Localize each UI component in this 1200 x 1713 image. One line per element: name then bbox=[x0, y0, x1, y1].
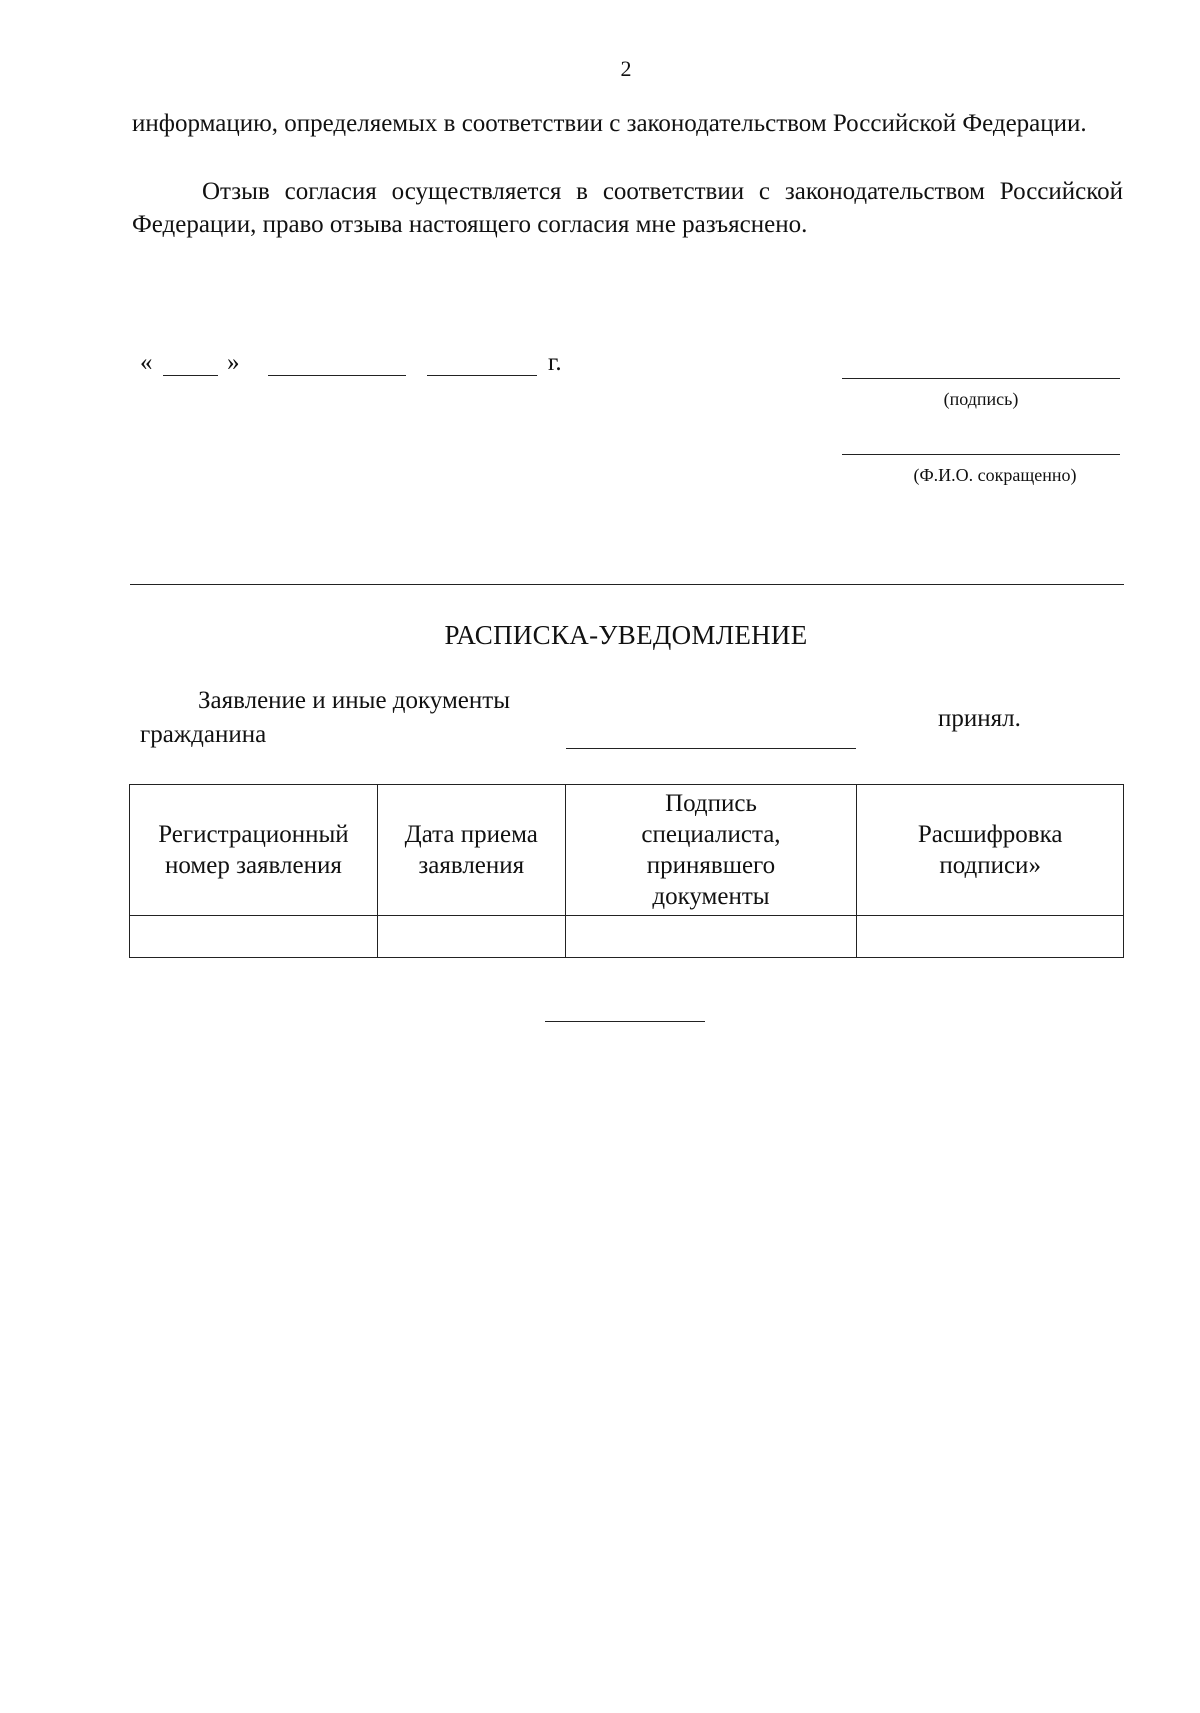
date-year-suffix: г. bbox=[548, 349, 562, 376]
name-blank bbox=[842, 454, 1120, 455]
consent-withdrawal-paragraph: Отзыв согласия осуществляется в соответствии с законодательством Российской Федерации, право отзыва настоящего согласия мне разъяснено. bbox=[132, 178, 1123, 238]
table-row bbox=[130, 916, 1124, 958]
header-specialist-signature: Подпись специалиста, принявшего документы bbox=[565, 785, 857, 916]
page-number: 2 bbox=[620, 56, 632, 81]
citizen-name-blank bbox=[566, 748, 856, 749]
table-cell bbox=[857, 916, 1124, 958]
end-rule bbox=[545, 1021, 705, 1022]
header-signature-decoding: Расшифровка подписи» bbox=[857, 785, 1124, 916]
consent-paragraph-continuation: информацию, определяемых в соответствии с законодательством Российской Федерации. bbox=[132, 110, 1087, 137]
receipt-table bbox=[129, 784, 1124, 958]
table-cell bbox=[130, 916, 378, 958]
date-day-blank bbox=[163, 375, 218, 376]
signature-label: (подпись) bbox=[943, 389, 1019, 409]
receipt-title: РАСПИСКА-УВЕДОМЛЕНИЕ bbox=[444, 620, 808, 650]
receipt-accepted: принял. bbox=[938, 705, 1021, 732]
receipt-statement-line2: гражданина bbox=[140, 721, 267, 748]
date-year-blank bbox=[427, 375, 537, 376]
header-registration-number: Регистрационный номер заявления bbox=[130, 785, 378, 916]
table-cell bbox=[377, 916, 565, 958]
table-cell bbox=[565, 916, 857, 958]
date-open-quote: « bbox=[140, 349, 153, 376]
date-month-blank bbox=[268, 375, 406, 376]
signature-blank bbox=[842, 378, 1120, 379]
date-close-quote: » bbox=[227, 349, 240, 376]
name-label: (Ф.И.О. сокращенно) bbox=[913, 465, 1077, 485]
section-divider bbox=[130, 584, 1124, 585]
receipt-statement-line1: Заявление и иные документы bbox=[198, 687, 510, 714]
receipt-table-header-row bbox=[130, 785, 1124, 916]
header-receipt-date: Дата приема заявления bbox=[377, 785, 565, 916]
